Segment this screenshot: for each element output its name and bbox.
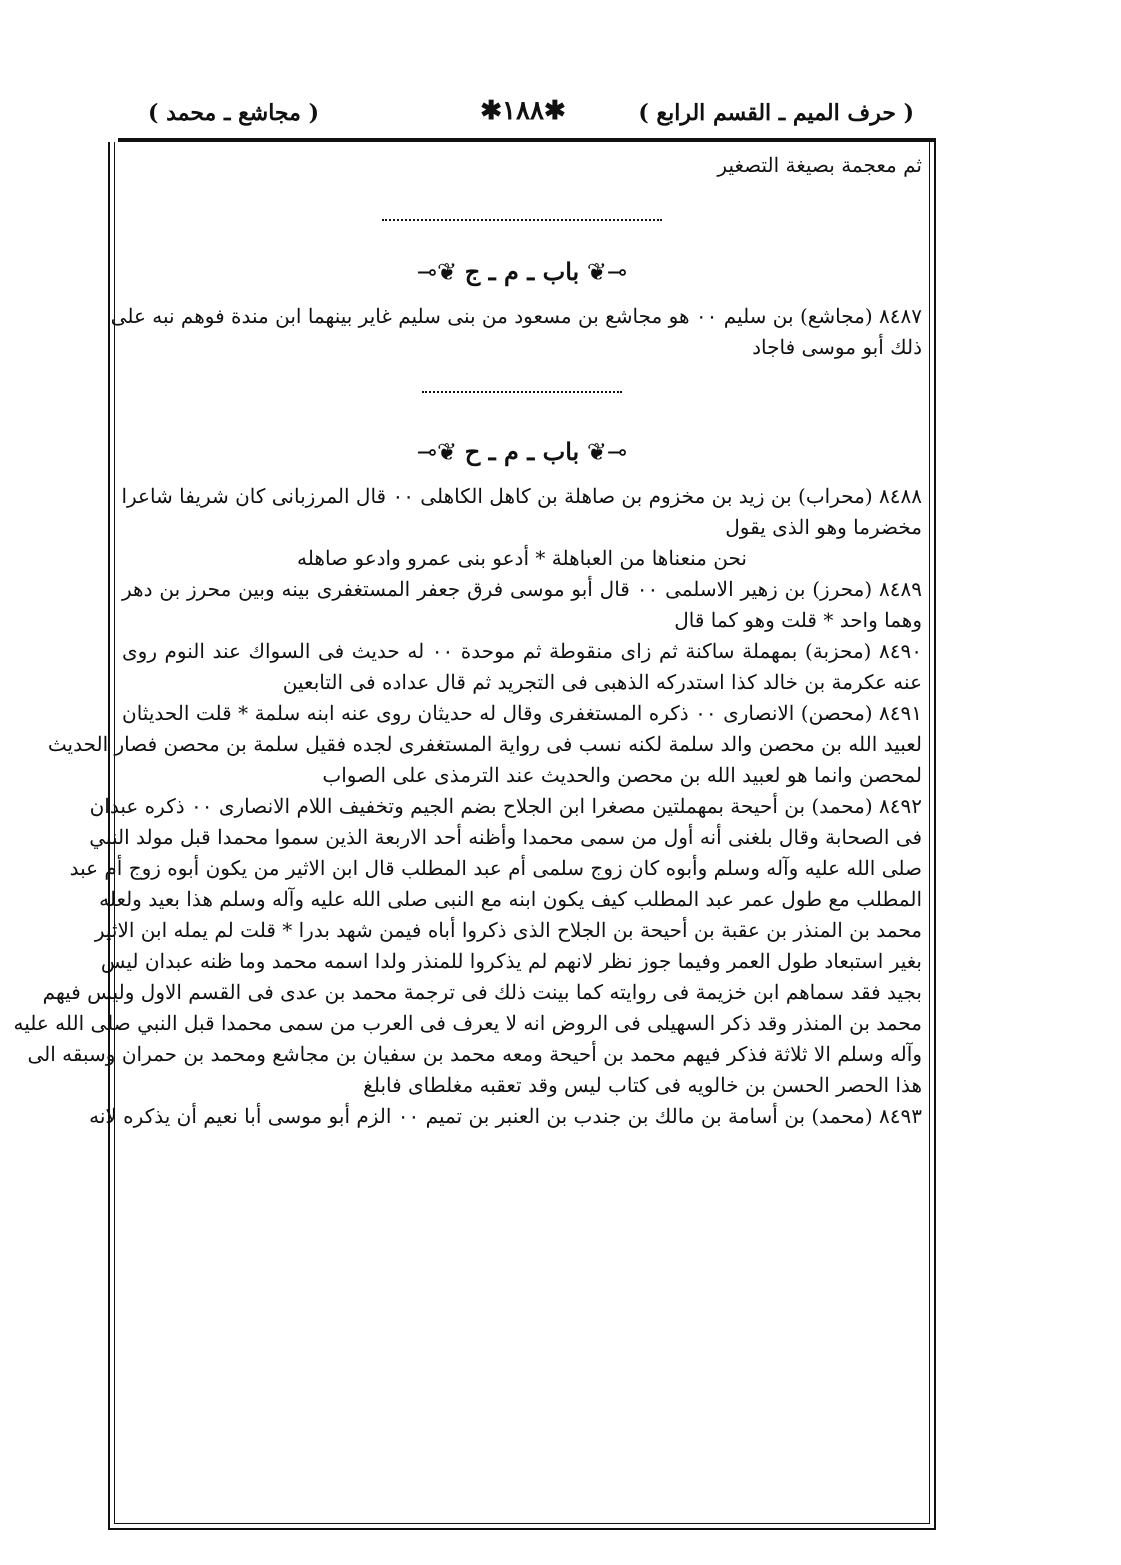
entry-8492-line: بجيد فقد سماهم ابن خزيمة فى روايته كما بينت ذلك فى ترجمة محمد بن عدى فى القسم الاول وليس فيهم xyxy=(42,980,922,1005)
entry-8487-line: ذلك أبو موسى فاجاد xyxy=(752,335,922,360)
entry-8488-line: مخضرما وهو الذى يقول xyxy=(725,515,922,540)
entry-8492-line: فى الصحابة وقال بلغنى أنه أول من سمى محمدا وأظنه أحد الاربعة الذين سموا محمدا قبل مولد النبي xyxy=(89,825,922,850)
entry-8492-line: محمد بن المنذر بن عقبة بن أحيحة بن الجلاح الذى ذكروا أباه فيمن شهد بدرا * قلت لم يمله ابن الاثير xyxy=(94,918,922,943)
entry-8492-line: هذا الحصر الحسن بن خالويه فى كتاب ليس وقد تعقبه مغلطاى فابلغ xyxy=(363,1073,922,1098)
chapter-heading-mim-jim: ⊸❦ باب ـ م ـ ج ❦⊸ xyxy=(416,257,628,286)
page-number: ✱١٨٨✱ xyxy=(480,96,566,126)
entry-8490-line: عنه عكرمة بن خالد كذا استدركه الذهبى فى التجريد ثم قال عداده فى التابعين xyxy=(282,670,922,695)
header-range: ( مجاشع ـ محمد ) xyxy=(148,100,319,126)
entry-8492-line: وآله وسلم الا ثلاثة فذكر فيهم محمد بن أحيحة ومعه محمد بن سفيان بن مجاشع ومحمد بن حمران وسبقه الى xyxy=(27,1042,922,1067)
header-chapter: ( حرف الميم ـ القسم الرابع ) xyxy=(638,100,914,126)
entry-8490-line: ٨٤٩٠ (محزبة) بمهملة ساكنة ثم زاى منقوطة ثم موحدة ٠٠ له حديث فى السواك عند النوم روى xyxy=(122,639,922,664)
entry-8489-line: ٨٤٨٩ (محرز) بن زهير الاسلمى ٠٠ قال أبو موسى فرق جعفر المستغفرى بينه وبين محرز بن دهر xyxy=(122,577,922,602)
entry-8492-line: ٨٤٩٢ (محمد) بن أحيحة بمهملتين مصغرا ابن الجلاح بضم الجيم وتخفيف اللام الانصارى ٠٠ ذكره عبدان xyxy=(89,794,922,819)
entry-8487-line: ٨٤٨٧ (مجاشع) بن سليم ٠٠ هو مجاشع بن مسعود من بنى سليم غاير بينهما ابن مندة فوهم نبه على xyxy=(110,304,922,329)
entry-8492-line: محمد بن المنذر وقد ذكر السهيلى فى الروض انه لا يعرف فى العرب من سمى محمدا قبل النبي صلى الله عليه xyxy=(13,1011,922,1036)
entry-8492-line: بغير استبعاد طول العمر وفيما جوز نظر لانهم لم يذكروا للمنذر ولدا اسمه محمد وما ظنه عبدان ليس xyxy=(100,949,922,974)
entry-8491-line: لعبيد الله بن محصن والد سلمة لكنه نسب فى رواية المستغفرى لجده فقيل سلمة بن محصن فصار الحديث xyxy=(47,732,922,757)
entry-8491-line: ٨٤٩١ (محصن) الانصارى ٠٠ ذكره المستغفرى وقال له حديثان روى عنه ابنه سلمة * قلت الحديثان xyxy=(122,701,922,726)
intro-line: ثم معجمة بصيغة التصغير xyxy=(717,153,922,177)
page-header xyxy=(118,96,928,136)
entry-8493-line: ٨٤٩٣ (محمد) بن أسامة بن مالك بن جندب بن العنبر بن تميم ٠٠ الزم أبو موسى أبا نعيم أن يذكره لانه xyxy=(89,1104,922,1129)
entry-8488-verse: نحن منعناها من العباهلة * أدعو بنى عمرو وادعو صاهله xyxy=(297,546,747,571)
page-body xyxy=(13,150,922,1132)
entry-8492-line: صلى الله عليه وآله وسلم وأبوه كان زوج سلمى أم عبد المطلب قال ابن الاثير من يكون أبوه زوج أم عبد xyxy=(69,856,922,881)
chapter-heading-mim-ha: ⊸❦ باب ـ م ـ ح ❦⊸ xyxy=(416,437,628,467)
entry-8491-line: لمحصن وانما هو لعبيد الله بن محصن والحديث عند الترمذى على الصواب xyxy=(322,763,922,788)
entry-8492-line: المطلب مع طول عمر عبد المطلب كيف يكون ابنه مع النبى صلى الله عليه وآله وسلم هذا بعيد ولعله xyxy=(99,887,922,912)
entry-8489-line: وهما واحد * قلت وهو كما قال xyxy=(674,608,922,633)
entry-8488-line: ٨٤٨٨ (محراب) بن زيد بن مخزوم بن صاهلة بن كاهل الكاهلى ٠٠ قال المرزبانى كان شريفا شاعرا xyxy=(121,484,922,509)
